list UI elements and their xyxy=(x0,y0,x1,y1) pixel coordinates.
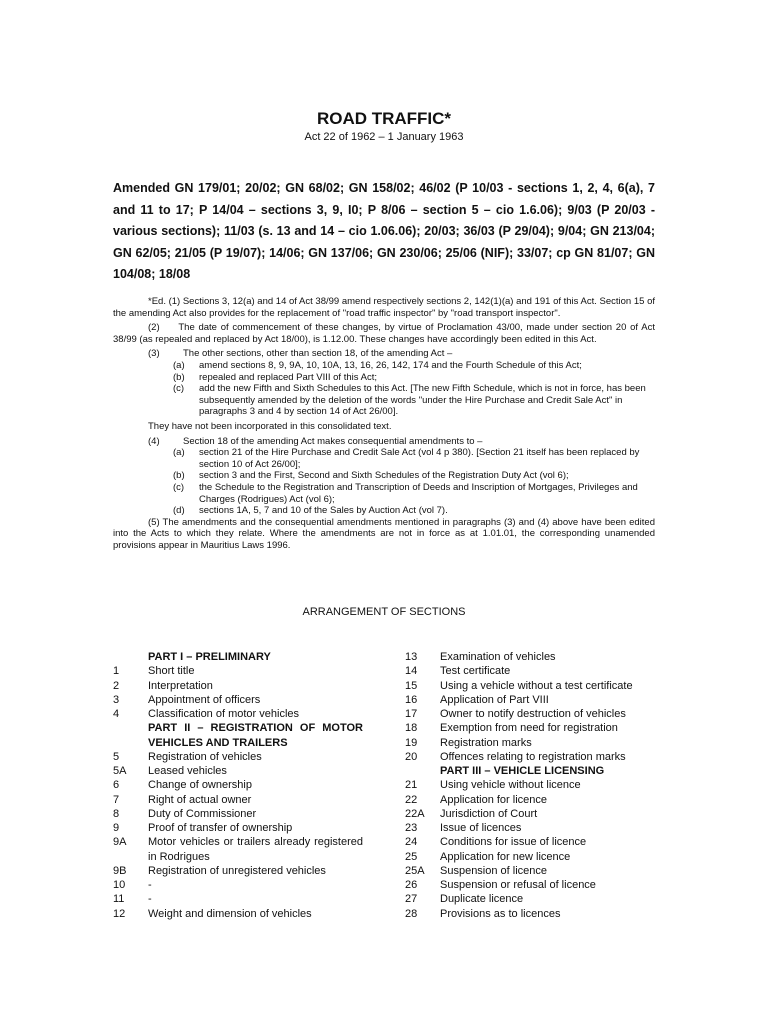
note-4b-text: section 3 and the First, Second and Sixth Schedules of the Registration Duty Act (vol 6); xyxy=(199,470,569,482)
note-3c xyxy=(113,383,655,418)
section-entry xyxy=(405,793,655,807)
section-entry xyxy=(113,707,363,721)
section-number: 9B xyxy=(113,864,127,877)
section-entry xyxy=(405,864,655,878)
note-4c xyxy=(113,482,655,505)
section-title: Change of ownership xyxy=(148,779,252,792)
section-entry xyxy=(405,821,655,835)
section-entry xyxy=(113,807,363,821)
section-number: 6 xyxy=(113,779,120,792)
section-title: Application of Part VIII xyxy=(440,693,549,706)
section-title: Application for licence xyxy=(440,793,548,806)
section-entry xyxy=(405,850,655,864)
section-title: Motor vehicles or trailers already registered in Rodrigues xyxy=(148,836,363,863)
section-title: - xyxy=(148,893,152,906)
section-title: Suspension of licence xyxy=(440,864,548,877)
section-entry xyxy=(113,892,363,906)
section-number: 7 xyxy=(113,793,120,806)
section-title: Weight and dimension of vehicles xyxy=(148,907,312,920)
section-entry xyxy=(405,835,655,849)
section-title: Using a vehicle without a test certificate xyxy=(440,679,633,692)
arrangement-heading: ARRANGEMENT OF SECTIONS xyxy=(302,606,466,618)
section-number: 2 xyxy=(113,679,120,692)
section-number: 20 xyxy=(405,750,418,763)
section-entry xyxy=(405,721,655,735)
section-number: 8 xyxy=(113,807,120,820)
part-heading xyxy=(113,650,363,664)
note-4 xyxy=(113,436,655,448)
section-number: 24 xyxy=(405,836,418,849)
note-2 xyxy=(113,322,655,345)
section-title: Jurisdiction of Court xyxy=(440,807,538,820)
sections-column-right xyxy=(405,650,655,921)
section-number: 22A xyxy=(405,807,425,820)
section-title: Examination of vehicles xyxy=(440,651,556,663)
section-title: Registration marks xyxy=(440,736,532,749)
section-entry xyxy=(113,679,363,693)
section-number: 13 xyxy=(405,651,418,663)
note-2-number: (2) xyxy=(148,322,160,334)
section-title: Duty of Commissioner xyxy=(148,807,257,820)
note-3b xyxy=(113,372,655,384)
note-4-text: Section 18 of the amending Act makes consequential amendments to – xyxy=(183,435,483,447)
section-number: 15 xyxy=(405,679,418,692)
note-3a-text: amend sections 8, 9, 9A, 10, 10A, 13, 16, 26, 142, 174 and the Fourth Schedule of this Act; xyxy=(199,359,582,371)
section-entry xyxy=(113,750,363,764)
section-entry xyxy=(405,693,655,707)
section-entry xyxy=(405,878,655,892)
note-3b-text: repealed and replaced Part VIII of this Act; xyxy=(199,371,377,383)
section-entry xyxy=(113,693,363,707)
note-4d xyxy=(113,505,655,517)
section-number: 25 xyxy=(405,850,418,863)
section-entry xyxy=(405,736,655,750)
part-heading xyxy=(113,721,363,750)
section-title: - xyxy=(148,879,152,891)
section-number: 22 xyxy=(405,793,418,806)
section-entry xyxy=(113,835,363,864)
note-3 xyxy=(113,348,655,360)
section-entry xyxy=(405,778,655,792)
section-number: 5A xyxy=(113,765,127,777)
note-3c-letter: (c) xyxy=(173,383,185,395)
note-4d-text: sections 1A, 5, 7 and 10 of the Sales by Auction Act (vol 7). xyxy=(199,505,448,517)
section-title: Suspension or refusal of licence xyxy=(440,879,596,891)
section-title: Proof of transfer of ownership xyxy=(148,822,293,834)
section-entry xyxy=(405,679,655,693)
section-number xyxy=(113,721,148,750)
section-title: Registration of unregistered vehicles xyxy=(148,864,326,877)
section-entry xyxy=(113,664,363,678)
note-3-number: (3) xyxy=(148,348,160,360)
section-entry xyxy=(113,878,363,892)
section-entry xyxy=(113,778,363,792)
note-3-text: The other sections, other than section 18, of the amending Act – xyxy=(183,348,453,360)
section-number: 12 xyxy=(113,907,126,920)
section-title: Interpretation xyxy=(148,679,213,692)
section-entry xyxy=(405,807,655,821)
section-number: 4 xyxy=(113,708,120,720)
section-number: 19 xyxy=(405,736,418,749)
note-4a xyxy=(113,447,655,470)
section-entry xyxy=(113,821,363,835)
section-title: Using vehicle without licence xyxy=(440,779,581,792)
section-number xyxy=(113,650,148,664)
note-5: (5) The amendments and the consequential amendments mentioned in paragraphs (3) and (4) above have been edited into the Acts to which they relate. Where the amendments are not in force as at 1.01.01, the corresponding unamended provisions appear in Mauritius Laws 1996. xyxy=(113,516,655,551)
note-4a-letter: (a) xyxy=(173,447,185,459)
section-title: Exemption from need for registration xyxy=(440,722,618,735)
note-4b xyxy=(113,470,655,482)
section-entry xyxy=(113,793,363,807)
section-title: Issue of licences xyxy=(440,822,522,834)
section-title: Right of actual owner xyxy=(148,793,252,806)
section-number: 14 xyxy=(405,665,418,678)
section-number: 10 xyxy=(113,879,126,891)
note-3c-text: add the new Fifth and Sixth Schedules to this Act. [The new Fifth Schedule, which is not in force, has been subsequently amended by the deletion of the words "under the Hire Purchase and Credit Sale Act" in paragraphs 3 and 4 by section 14 of Act 26/00]. xyxy=(199,383,646,418)
note-4d-letter: (d) xyxy=(173,505,185,517)
part-title: PART II – REGISTRATION OF MOTOR VEHICLES AND TRAILERS xyxy=(148,722,363,749)
section-number: 23 xyxy=(405,822,418,834)
section-entry xyxy=(405,650,655,664)
section-number: 3 xyxy=(113,693,120,706)
note-3a xyxy=(113,360,655,372)
section-number: 11 xyxy=(113,893,125,906)
section-number xyxy=(405,764,440,778)
section-number: 5 xyxy=(113,750,120,763)
section-title: Classification of motor vehicles xyxy=(148,708,300,720)
part-title: PART I – PRELIMINARY xyxy=(148,651,271,663)
section-number: 1 xyxy=(113,665,120,678)
section-title: Provisions as to licences xyxy=(440,907,561,920)
section-title: Leased vehicles xyxy=(148,765,227,777)
section-title: Short title xyxy=(148,665,195,678)
note-3a-letter: (a) xyxy=(173,359,185,371)
sections-column-left xyxy=(113,650,363,921)
note-2-text: The date of commencement of these changes, by virtue of Proclamation 43/00, made under section 20 of Act 38/99 (as repealed and replaced by Act 18/00), is 1.12.00. These changes have accordingly been edited in this Act. xyxy=(113,322,655,345)
section-title: Application for new licence xyxy=(440,850,571,863)
section-entry xyxy=(405,707,655,721)
page-title: ROAD TRAFFIC* xyxy=(316,109,452,128)
section-entry xyxy=(405,664,655,678)
note-3-end: They have not been incorporated in this consolidated text. xyxy=(148,420,392,432)
section-entry xyxy=(405,907,655,921)
section-number: 16 xyxy=(405,693,418,706)
note-1: *Ed. (1) Sections 3, 12(a) and 14 of Act 38/99 amend respectively sections 2, 142(1)(a) and 191 of this Act. Section 15 of the amending Act also provides for the replacement of "road traffic inspector" by "road transport inspector". xyxy=(113,296,655,319)
section-number: 28 xyxy=(405,907,418,920)
section-number: 27 xyxy=(405,893,418,906)
section-number: 9A xyxy=(113,836,127,849)
part-title: PART III – VEHICLE LICENSING xyxy=(440,765,605,777)
section-title: Test certificate xyxy=(440,665,511,678)
section-title: Offences relating to registration marks xyxy=(440,750,626,763)
note-3b-letter: (b) xyxy=(173,371,185,383)
section-entry xyxy=(405,750,655,764)
editorial-notes xyxy=(113,296,655,551)
section-number: 25A xyxy=(405,864,425,877)
act-subtitle: Act 22 of 1962 – 1 January 1963 xyxy=(304,131,464,143)
note-4-number: (4) xyxy=(148,435,160,447)
section-number: 26 xyxy=(405,879,418,891)
section-title: Registration of vehicles xyxy=(148,750,262,763)
section-number: 17 xyxy=(405,708,418,720)
note-4b-letter: (b) xyxy=(173,470,185,482)
section-title: Appointment of officers xyxy=(148,693,261,706)
section-entry xyxy=(113,764,363,778)
section-number: 18 xyxy=(405,722,418,735)
section-title: Duplicate licence xyxy=(440,893,524,906)
section-title: Owner to notify destruction of vehicles xyxy=(440,708,626,720)
note-4c-text: the Schedule to the Registration and Transcription of Deeds and Inscription of Mortgages, Privileges and Charges (Rodrigues) Act (vol 6); xyxy=(199,481,638,505)
section-entry xyxy=(113,864,363,878)
section-number: 9 xyxy=(113,822,120,834)
section-entry xyxy=(405,892,655,906)
part-heading xyxy=(405,764,655,778)
note-4c-letter: (c) xyxy=(173,481,185,493)
section-number: 21 xyxy=(405,779,418,792)
amendments-paragraph: Amended GN 179/01; 20/02; GN 68/02; GN 158/02; 46/02 (P 10/03 - sections 1, 2, 4, 6(a), 7 and 11 to 17; P 14/04 – sections 3, 9, I0; P 8/06 – section 5 – cio 1.6.06); 9/03 (P 20/03 - various sections); 11/03 (s. 13 and 14 – cio 1.06.06); 20/03; 36/03 (P 29/04); 9/04; GN 213/04; GN 62/05; 21/05 (P 19/07); 14/06; GN 137/06; GN 230/06; 25/06 (NIF); 33/07; cp GN 81/07; GN 104/08; 18/08 xyxy=(113,181,655,281)
note-4a-text: section 21 of the Hire Purchase and Credit Sale Act (vol 4 p 380). [Section 21 itself has been replaced by section 10 of Act 26/00]; xyxy=(199,447,640,470)
section-title: Conditions for issue of licence xyxy=(440,836,587,849)
section-entry xyxy=(113,907,363,921)
